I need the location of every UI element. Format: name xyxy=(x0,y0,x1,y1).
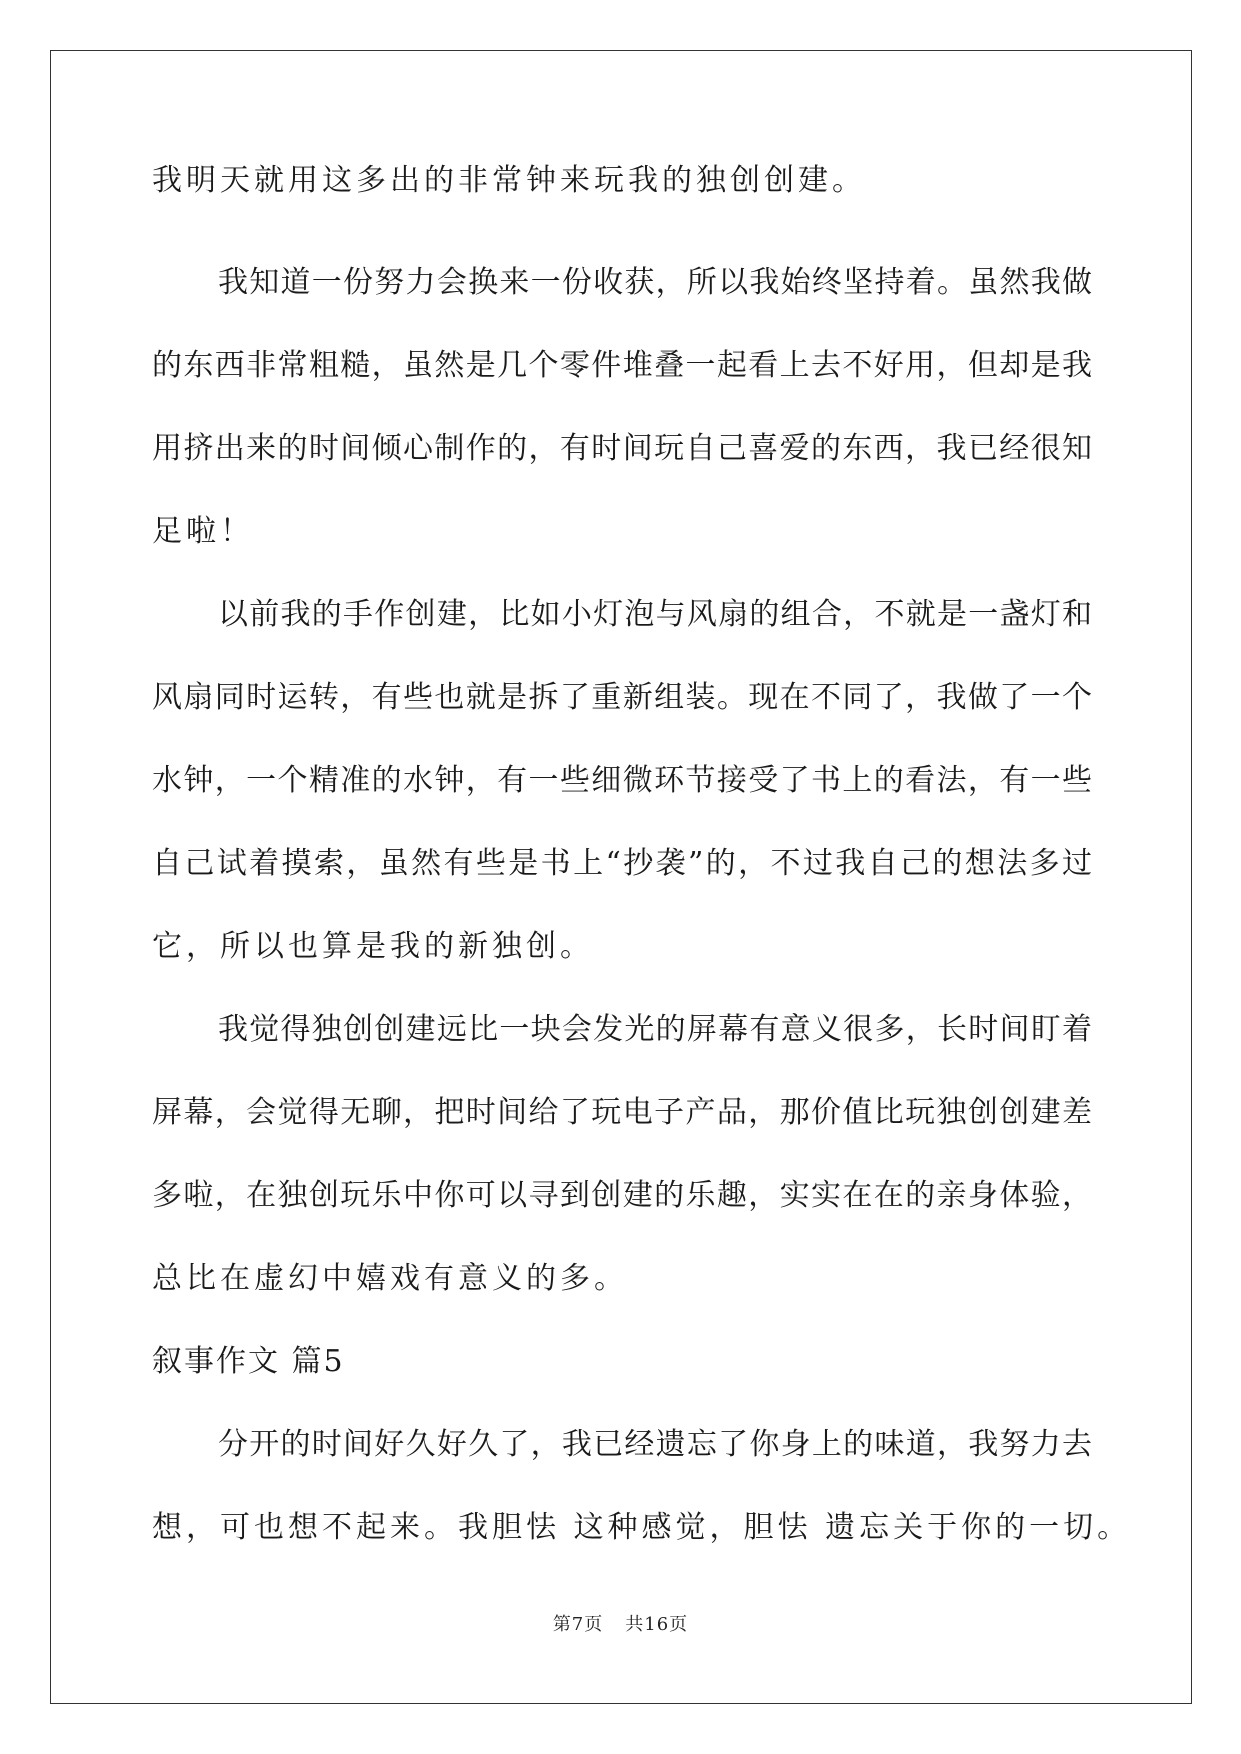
text-line: 水钟，一个精准的水钟，有一些细微环节接受了书上的看法，有一些 xyxy=(152,763,1092,798)
text-line: 屏幕，会觉得无聊，把时间给了玩电子产品，那价值比玩独创创建差 xyxy=(152,1095,1092,1130)
text-line: 我明天就用这多出的非常钟来玩我的独创创建。 xyxy=(152,163,866,198)
text-line: 总比在虚幻中嬉戏有意义的多。 xyxy=(152,1261,628,1296)
text-line: 想，可也想不起来。我胆怯 这种感觉，胆怯 遗忘关于你的一切。 xyxy=(152,1510,1132,1545)
text-line: 的东西非常粗糙，虽然是几个零件堆叠一起看上去不好用，但却是我 xyxy=(152,348,1092,383)
text-line: 自己试着摸索，虽然有些是书上“抄袭”的，不过我自己的想法多过 xyxy=(152,846,1092,881)
document-body xyxy=(152,158,1132,1569)
text-line: 我知道一份努力会换来一份收获，所以我始终坚持着。虽然我做 xyxy=(218,265,1092,300)
text-line: 足啦！ xyxy=(152,514,254,549)
text-line: 我觉得独创创建远比一块会发光的屏幕有意义很多，长时间盯着 xyxy=(218,1012,1092,1047)
page-total: 共16页 xyxy=(625,1614,689,1635)
text-line: 风扇同时运转，有些也就是拆了重新组装。现在不同了，我做了一个 xyxy=(152,680,1092,715)
text-line: 它，所以也算是我的新独创。 xyxy=(152,929,594,964)
page-number: 第7页 xyxy=(552,1614,604,1635)
text-line: 用挤出来的时间倾心制作的，有时间玩自己喜爱的东西，我已经很知 xyxy=(152,431,1092,466)
text-line: 分开的时间好久好久了，我已经遗忘了你身上的味道，我努力去 xyxy=(218,1427,1092,1462)
section-heading: 叙事作文 篇5 xyxy=(152,1344,345,1379)
text-line: 多啦，在独创玩乐中你可以寻到创建的乐趣，实实在在的亲身体验， xyxy=(152,1178,1092,1213)
page-footer xyxy=(0,1610,1241,1636)
text-line: 以前我的手作创建，比如小灯泡与风扇的组合，不就是一盏灯和 xyxy=(218,597,1092,632)
